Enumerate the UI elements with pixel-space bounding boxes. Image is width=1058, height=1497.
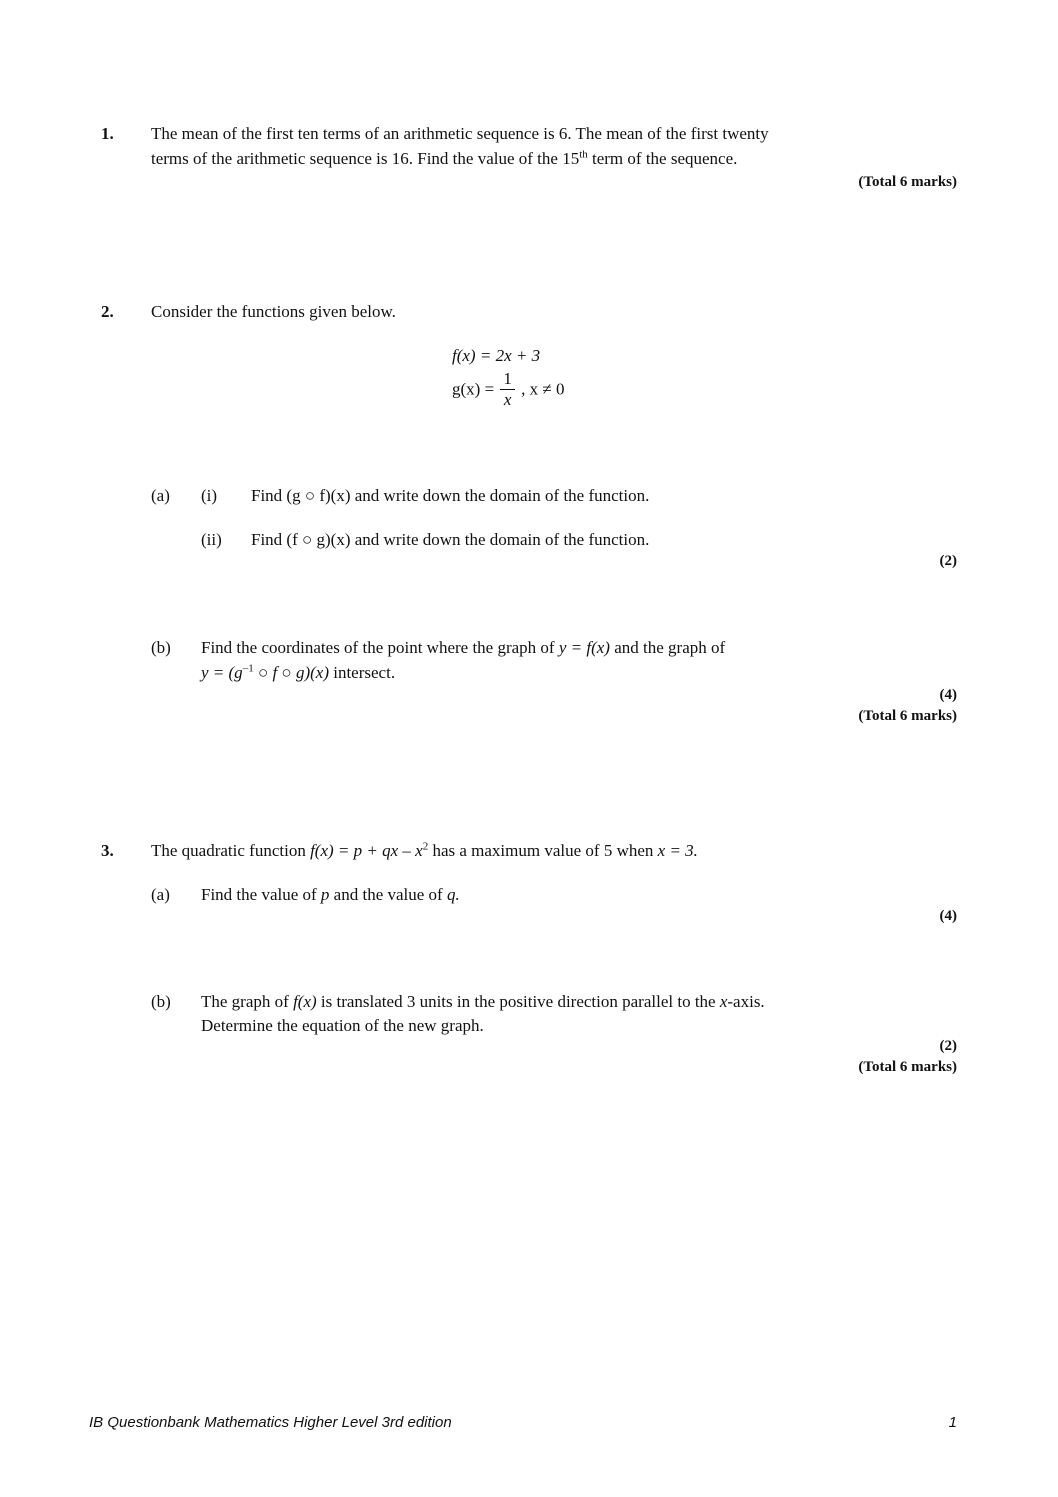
q3-a-p: p (320, 885, 330, 904)
q3-b-line1-pre: The graph of (201, 992, 294, 1011)
q1-line2-sup: th (579, 148, 588, 161)
footer-page-number: 1 (948, 1414, 957, 1431)
footer-title: IB Questionbank Mathematics Higher Level 3rd edition (89, 1414, 452, 1431)
q2-b-line2-a: y = (g (201, 663, 243, 682)
question-1-total-marks: (Total 6 marks) (858, 174, 957, 190)
q2-part-b-label: (b) (151, 638, 171, 657)
q2-part-b-marks: (4) (939, 687, 957, 703)
q3-b-axis: x (719, 992, 728, 1011)
q1-line2-pre: terms of the arithmetic sequence is 16. Find the value of the 15 (151, 149, 580, 168)
question-1-number: 1. (101, 124, 114, 143)
q3-intro-sup: 2 (422, 840, 429, 853)
g-fraction (500, 369, 515, 410)
q3-intro-func: f(x) = p + qx – x (310, 841, 423, 860)
q2-b-line2-b: ○ f ○ g)(x) (253, 663, 329, 682)
q2-part-a-label: (a) (151, 486, 170, 505)
q3-part-b-line1 (201, 992, 765, 1012)
question-2-intro: Consider the functions given below. (151, 302, 396, 321)
question-3-number: 3. (101, 841, 114, 860)
q2-part-a-i-text (251, 486, 649, 506)
q3-b-line1-post: -axis. (727, 992, 765, 1011)
f-definition-text: f(x) = 2x + 3 (452, 346, 541, 365)
question-2-number: 2. (101, 302, 114, 321)
q2-part-a-ii-label: (ii) (201, 530, 222, 549)
q3-a-mid: and the value of (329, 885, 447, 904)
q3-part-a-text (201, 885, 460, 905)
q1-line2-post: term of the sequence. (587, 149, 738, 168)
q2-b-line1-mid: y = f(x) (558, 638, 610, 657)
f-definition (452, 346, 540, 366)
q3-b-func: f(x) (293, 992, 317, 1011)
q3-a-pre: Find the value of (201, 885, 321, 904)
question-2-total-marks: (Total 6 marks) (858, 708, 957, 724)
question-3-intro (151, 841, 698, 861)
q2-b-line2-sup: –1 (242, 662, 254, 675)
q3-part-b-marks: (2) (939, 1038, 957, 1054)
q3-part-a-marks: (4) (939, 908, 957, 924)
question-3-total-marks: (Total 6 marks) (858, 1059, 957, 1075)
q3-part-a-label: (a) (151, 885, 170, 904)
q3-part-b-label: (b) (151, 992, 171, 1011)
g-condition: , x ≠ 0 (521, 379, 565, 399)
q3-b-line1-mid: is translated 3 units in the positive direction parallel to the (316, 992, 720, 1011)
question-1-text-line2 (151, 149, 737, 169)
g-definition (452, 369, 565, 410)
q2-b-line2-post: intersect. (328, 663, 396, 682)
q2-b-line1-post: and the graph of (609, 638, 726, 657)
q2-part-a-i-label: (i) (201, 486, 218, 505)
q2-b-line1-pre: Find the coordinates of the point where the graph of (201, 638, 559, 657)
q2-a-ii-tail: and write down the domain of the function. (350, 530, 650, 549)
q2-part-b-line2 (201, 663, 395, 683)
g-lhs: g(x) = (452, 379, 495, 399)
q2-part-b-line1 (201, 638, 725, 658)
q3-intro-cond: x = 3. (657, 841, 698, 860)
q3-a-q: q. (446, 885, 460, 904)
q2-a-i-tail: and write down the domain of the function. (350, 486, 650, 505)
g-fraction-numerator: 1 (500, 369, 515, 390)
q2-a-ii-find: Find (f ○ g)(x) (251, 530, 351, 549)
q2-part-a-ii-text (251, 530, 649, 550)
q3-part-b-line2: Determine the equation of the new graph. (201, 1016, 484, 1035)
q3-intro-post: has a maximum value of 5 when (428, 841, 658, 860)
q3-intro-pre: The quadratic function (151, 841, 311, 860)
question-1-text-line1: The mean of the first ten terms of an arithmetic sequence is 6. The mean of the first twenty (151, 124, 769, 143)
g-fraction-denominator: x (503, 390, 512, 409)
q2-part-a-marks: (2) (939, 553, 957, 569)
q2-a-i-find: Find (g ○ f)(x) (251, 486, 351, 505)
